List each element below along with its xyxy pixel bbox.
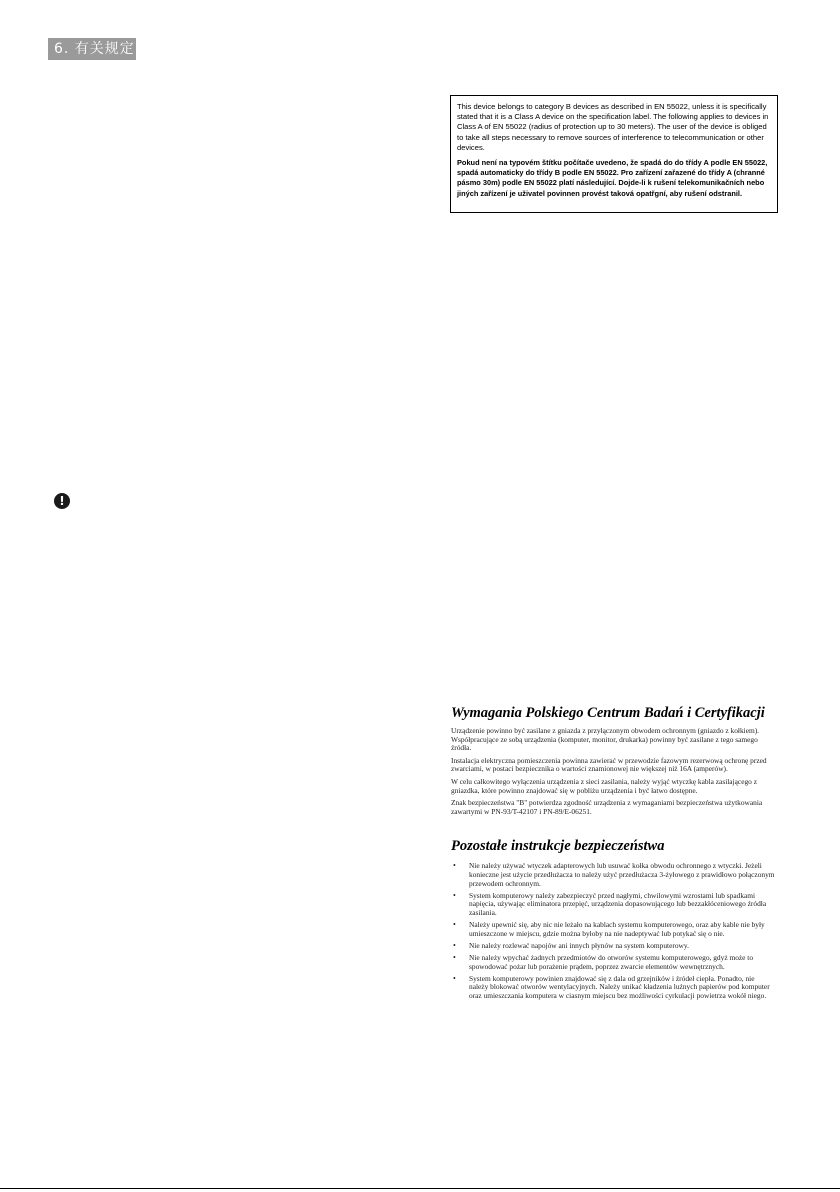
exclamation-icon: ! (54, 493, 70, 509)
list-item-text: System komputerowy powinien znajdować się z dala od grzejników i źródeł ciepła. Ponadto, nie należy blokować otworów wentylacyjnych. Należy unikać kładzenia luźnych papierów pod komputer oraz umieszczania komputera w ciasnym miejscu bez możliwości cyrkulacji powietrza wokół niego. (469, 973, 770, 1001)
section-title: 6. 有关规定 (48, 38, 136, 60)
list-item (451, 975, 775, 1001)
polish-paragraph: Urządzenie powinno być zasilane z gniazda z przyłączonym obwodem ochronnym (gniazdo z kołkiem). Współpracujące ze sobą urządzenia (komputer, monitor, drukarka) powinny być zasilane z tego samego źródła. (451, 726, 760, 753)
bullet-icon: • (453, 953, 456, 963)
list-item-text: Należy upewnić się, aby nic nie leżało na kablach systemu komputerowego, oraz aby kable nie były umieszczone w miejscu, gdzie można byłoby na nie nadeptywać lub potykać się o nie. (469, 920, 765, 938)
polish-title: Wymagania Polskiego Centrum Badań i Certyfikacji (451, 705, 765, 721)
bullet-icon: • (453, 890, 456, 900)
notice-english-text: This device belongs to category B devices as described in EN 55022, unless it is specifically stated that it is a Class A device on the specification label. The following applies to devices in Class A of EN 55022 (radius of protection up to 30 meters). The user of the device is obliged to take all steps necessary to remove sources of interference to telecommunication or other devices. (457, 102, 769, 152)
polish-paragraph: Instalacja elektryczna pomieszczenia powinna zawierać w przewodzie fazowym rezerwową ochronę przed zwarciami, w postaci bezpiecznika o wartości znamionowej nie większej niż 16A (amperów). (451, 755, 767, 774)
polish-requirements-section (451, 705, 775, 1004)
page-bottom-divider (0, 1188, 840, 1189)
list-item (451, 921, 775, 938)
list-item-text: Nie należy rozlewać napojów ani innych płynów na system komputerowy. (469, 940, 689, 950)
polish-safety-title: Pozostałe instrukcje bezpieczeństwa (451, 838, 665, 855)
list-item-text: System komputerowy należy zabezpieczyć przed nagłymi, chwilowymi wzrostami lub spadkami napięcia, używając eliminatora przepięć, urządzenia dopasowującego lub bezzakłóceniowego źródła zasilania. (469, 890, 767, 917)
list-item-text: Nie należy używać wtyczek adapterowych lub usuwać kołka obwodu ochronnego z wtyczki. Jeżeli konieczne jest użycie przedłużacza to należy użyć przedłużacza 3-żyłowego z prawidłowo połączonym przewodem ochronnym. (469, 861, 775, 888)
polish-paragraph: Znak bezpieczeństwa "B" potwierdza zgodność urządzenia z wymaganiami bezpieczeństwa użytkowania zawartymi w PN-93/T-42107 i PN-89/E-06251. (451, 798, 763, 816)
bullet-icon: • (453, 973, 456, 983)
bullet-icon: • (453, 940, 456, 950)
list-item-text: Nie należy wpychać żadnych przedmiotów do otworów systemu komputerowego, gdyż może to spowodować pożar lub porażenie prądem, poprzez zwarcie elementów wewnętrznych. (469, 953, 754, 971)
emc-notice-box (450, 95, 778, 213)
list-item (451, 942, 775, 951)
safety-instructions-list (451, 862, 775, 1000)
list-item (451, 954, 775, 971)
bullet-icon: • (453, 920, 456, 930)
bullet-icon: • (453, 861, 456, 871)
list-item (451, 862, 775, 888)
polish-paragraph: W celu całkowitego wyłączenia urządzenia z sieci zasilania, należy wyjąć wtyczkę kabla zasilającego z gniazdka, które powinno znajdować się w pobliżu urządzenia i być łatwo dostępne. (451, 776, 758, 795)
list-item (451, 892, 775, 918)
notice-czech-text: Pokud není na typovém štítku počítače uvedeno, že spadá do do třídy A podle EN 55022, spadá automaticky do třídy B podle EN 55022. Pro zařízení zařazené do třídy A (chranné pásmo 30m) podle EN 55022 platí následující. Dojde-li k rušení telekomunikačních nebo jiných zařízení je uživatel povinnen provést taková opatřgní, aby rušení odstranil. (457, 158, 768, 198)
